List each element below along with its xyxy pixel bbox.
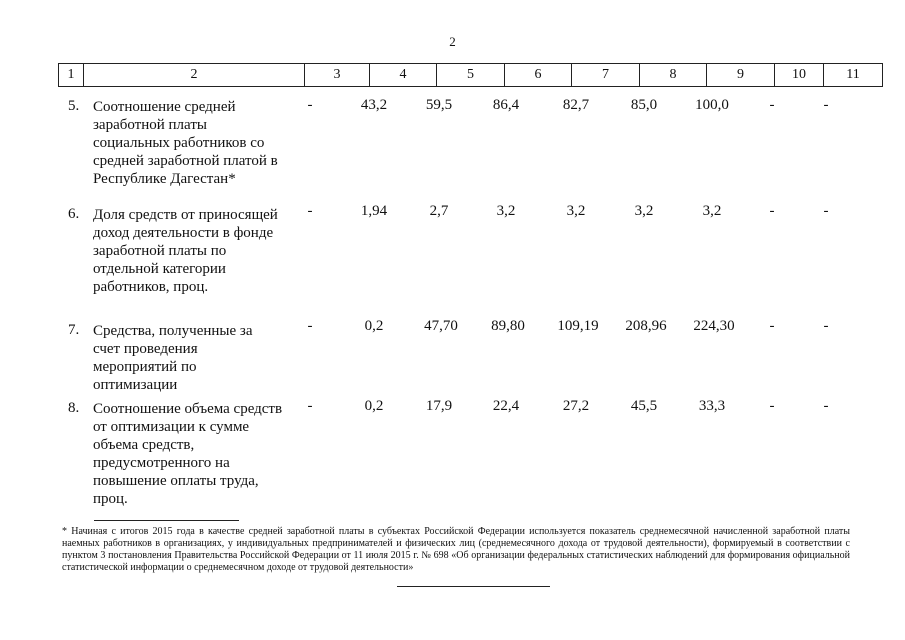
value-cell: - [823, 203, 829, 219]
value-cell: 0,2 [364, 398, 384, 414]
end-divider [397, 586, 550, 587]
row-label: Доля средств от приносящей доход деятельности в фонде заработной платы по отдельной категории работников, проц. [93, 207, 278, 295]
row-label: Соотношение средней заработной платы социальных работников со средней заработной платой в Республике Дагестан* [93, 99, 278, 187]
row-number: 5. [68, 98, 80, 114]
row-number: 6. [68, 206, 80, 222]
col-header: 11 [824, 64, 883, 87]
footnote-text: * Начиная с итогов 2015 года в качестве средней заработной платы в субъектах Российской Федерации используется показатель среднемесячной начисленной заработной платы наемных работников в организациях, у индивидуальных предпринимателей и физических лиц (среднемесячного дохода от трудовой деятельности), формируемый в соответствии с пунктом 3 постановления Правительства Российской Федерации от 11 июля 2015 г. № 698 «Об организации федеральных статистических наблюдений для формирования официальной статистической информации о среднемесячном доходе от трудовой деятельности» [62, 526, 850, 573]
value-cell: 3,2 [496, 203, 516, 219]
col-header: 1 [59, 64, 84, 87]
value-cell: 3,2 [634, 203, 654, 219]
value-cell: - [769, 203, 775, 219]
value-cell: 89,80 [491, 318, 525, 334]
value-cell: 27,2 [562, 398, 590, 414]
value-cell: - [823, 398, 829, 414]
value-cell: - [769, 398, 775, 414]
row-number: 8. [68, 400, 80, 416]
value-cell: - [307, 203, 313, 219]
value-cell: - [307, 398, 313, 414]
row-label: Средства, полученные за счет проведения мероприятий по оптимизации [93, 323, 253, 393]
col-header: 10 [775, 64, 824, 87]
footnote-divider [94, 520, 239, 521]
value-cell: 1,94 [360, 203, 388, 219]
value-cell: - [769, 318, 775, 334]
value-cell: 86,4 [492, 97, 520, 113]
value-cell: 59,5 [425, 97, 453, 113]
row-label: Соотношение объема средств от оптимизации к сумме объема средств, предусмотренного на повышение оплаты труда, проц. [93, 401, 283, 507]
value-cell: 2,7 [429, 203, 449, 219]
row-number: 7. [68, 322, 80, 338]
value-cell: 109,19 [557, 318, 599, 334]
value-cell: 85,0 [630, 97, 658, 113]
value-cell: - [769, 97, 775, 113]
table-header [58, 63, 883, 87]
value-cell: 0,2 [364, 318, 384, 334]
value-cell: 17,9 [425, 398, 453, 414]
page-number: 2 [449, 34, 456, 49]
col-header: 4 [370, 64, 437, 87]
col-header: 5 [437, 64, 505, 87]
value-cell: 33,3 [698, 398, 726, 414]
value-cell: 3,2 [566, 203, 586, 219]
col-header: 2 [84, 64, 305, 87]
value-cell: 47,70 [424, 318, 458, 334]
col-header: 8 [640, 64, 707, 87]
value-cell: 43,2 [360, 97, 388, 113]
value-cell: - [307, 97, 313, 113]
value-cell: 45,5 [630, 398, 658, 414]
value-cell: - [823, 97, 829, 113]
value-cell: 224,30 [693, 318, 735, 334]
col-header: 6 [505, 64, 572, 87]
value-cell: 22,4 [492, 398, 520, 414]
value-cell: 100,0 [695, 97, 729, 113]
value-cell: 208,96 [625, 318, 667, 334]
value-cell: - [307, 318, 313, 334]
col-header: 3 [305, 64, 370, 87]
col-header: 7 [572, 64, 640, 87]
col-header: 9 [707, 64, 775, 87]
value-cell: 3,2 [702, 203, 722, 219]
value-cell: - [823, 318, 829, 334]
value-cell: 82,7 [562, 97, 590, 113]
